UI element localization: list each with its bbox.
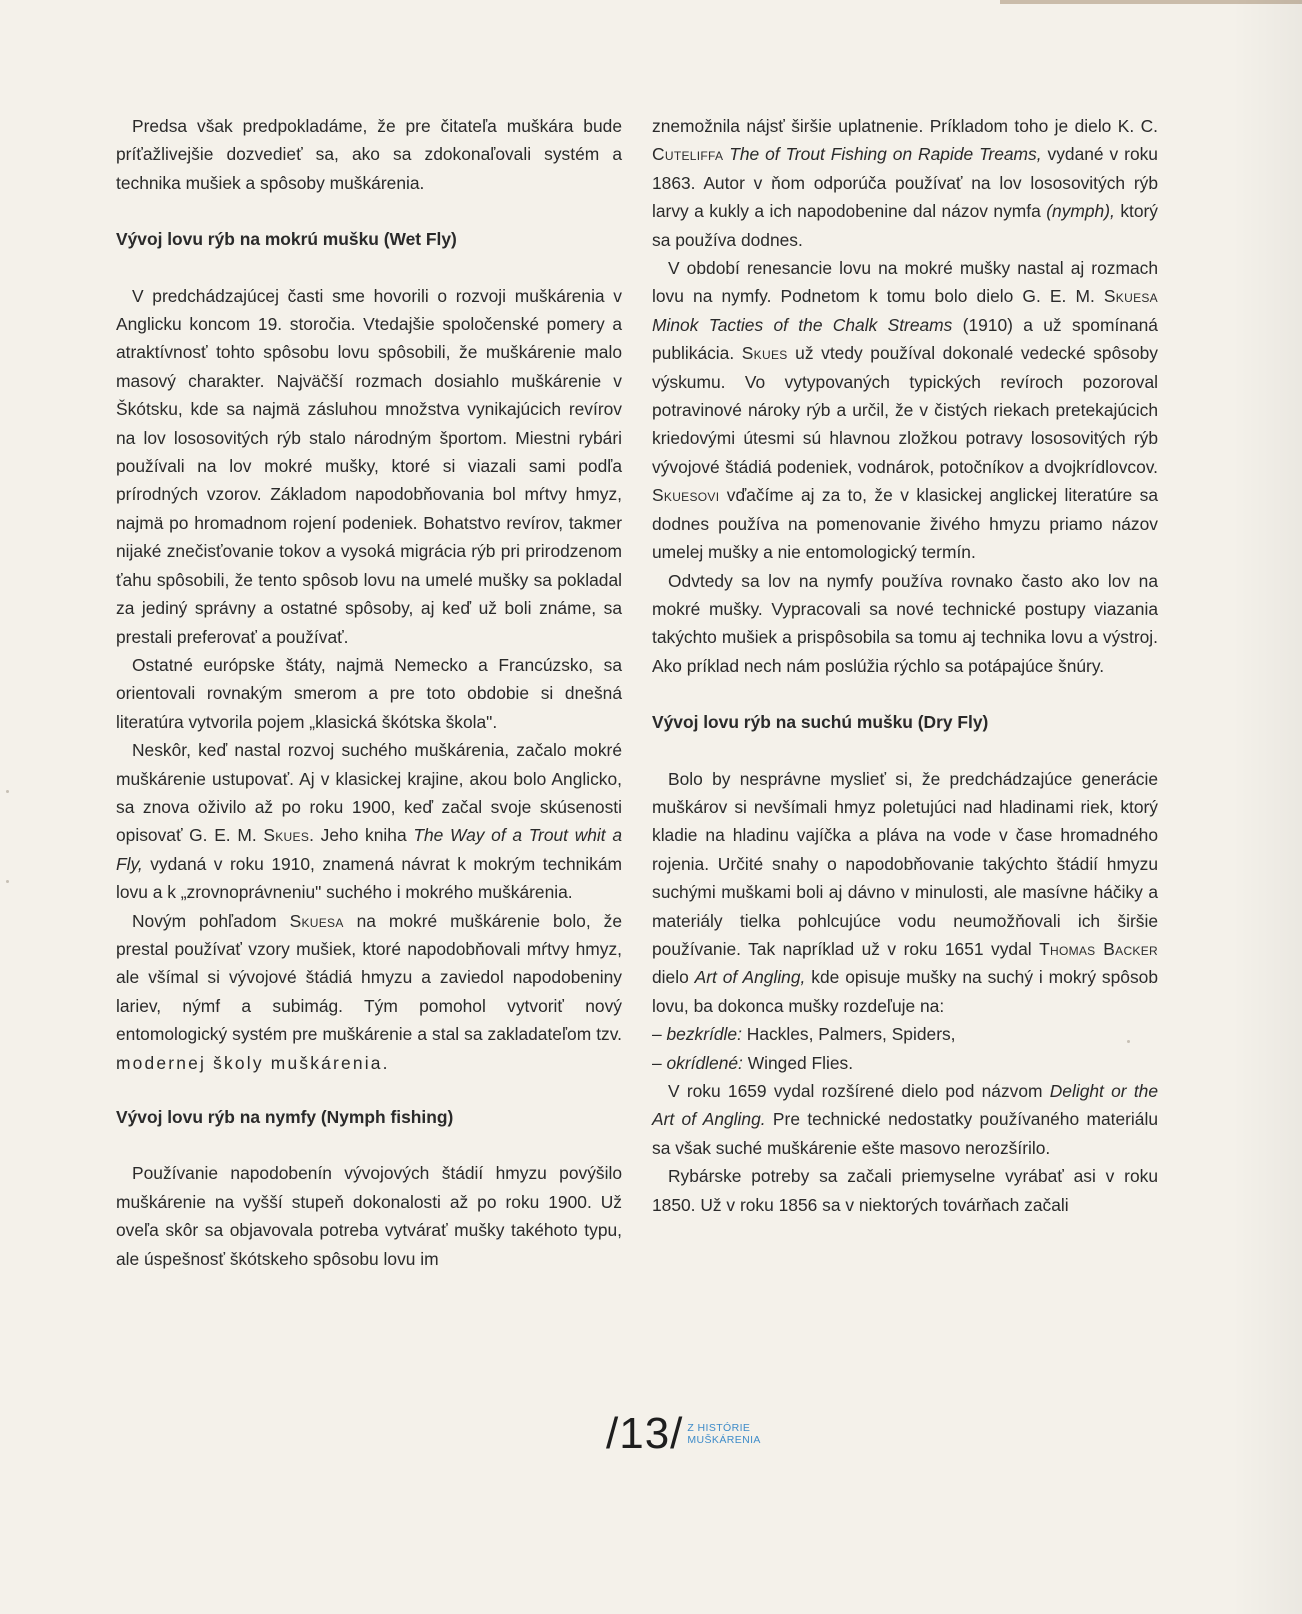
paragraph-dry-fly-3: Rybárske potreby sa začali priemyselne vyrábať asi v roku 1850. Už v roku 1856 sa v niektorých továrňach začali [652,1166,1158,1215]
paragraph-wet-fly-1: V predchádzajúcej časti sme hovorili o rozvoji muškárenia v Anglicku koncom 19. storočia. Vtedajšie spoločenské pomery a atraktívnosť tohto spôsobu lovu spôsobili, že muškárenie malo masový charakter. Najväčší rozmach dosiahlo muškárenie v Škótsku, kde sa najmä zásluhou množstva vynikajúcich revírov na lov lososovitých rýb stalo národným športom. Miestni rybári používali na lov mokré mušky, ktoré si viazali sami podľa prírodných vzorov. Základom napodobňovania bol mŕtvy hmyz, najmä po hromadnom rojení podeniek. Bohatstvo revírov, takmer nijaké znečisťovanie tokov a vysoká migrácia rýb pri prirodzenom ťahu spôsobili, že tento spôsob lovu na umelé mušky sa pokladal za jediný správny a ostatné spôsoby, aj keď už boli známe, sa prestali preferovať a používať. [116,285,622,647]
book-title: The of Trout Fishing on Rapide Treams, [729,144,1042,165]
paragraph-wet-fly-2: Ostatné európske štáty, najmä Nemecko a Francúzsko, sa orientovali rovnakým smerom a pre toto obdobie si dnešná literatúra vytvorila pojem „klasická škótska škola". [116,654,622,732]
book-title: Minok Tacties of the Chalk Streams [652,314,953,335]
author-name: Skues [741,343,788,364]
paragraph-nymph-3: Odvtedy sa lov na nymfy používa rovnako často ako lov na mokré mušky. Vypracovali sa nové technické postupy viazania takýchto mušiek a prispôsobila sa tomu aj technika lovu a výstroj. Ako príklad nech nám poslúžia rýchlo sa potápajúce šnúry. [652,570,1158,676]
term-italic: (nymph), [1046,201,1115,222]
book-title: Delight or the Art of Angling. [652,1081,1158,1130]
page-number: /13/ [606,1409,684,1458]
author-name: Skuesovi [652,485,720,506]
book-title: Art of Angling, [694,967,806,988]
paragraph-nymph-2: V období renesancie lovu na mokré mušky nastal aj rozmach lovu na nymfy. Podnetom k tomu bolo dielo G. E. M. Skuesa Minok Tacties of the Chalk Streams (1910) a už spomínaná publikácia. Skues už vtedy používal dokonalé vedecké spôsoby výskumu. Vo vytypovaných typických revíroch pozoroval potravinové nároky rýb a určil, že v čistých riekach pretekajúcich kriedovými útesmi sú hlavnou zložkou potravy lososovitých rýb vývojové štádiá podeniek, vodnárok, potočníkov a dvojkrídlovcov. Skuesovi vďačíme aj za to, že v klasickej anglickej literatúre sa dodnes používa na pomenovanie živého hmyzu priamo názov umelej mušky a nie entomologický termín. [652,258,1158,563]
book-title: The Way of a Trout whit a Fly, [116,825,622,874]
heading-dry-fly: Vývoj lovu rýb na suchú mušku (Dry Fly) [652,712,989,733]
page-footer [606,1409,761,1458]
paper-speck [6,790,9,793]
paragraph-wet-fly-3: Neskôr, keď nastal rozvoj suchého muškárenia, začalo mokré muškárenie ustupovať. Aj v klasickej krajine, akou bolo Anglicko, sa znova oživilo až po roku 1900, keď začal svoje skúsenosti opisovať G. E. M. Skues. Jeho kniha The Way of a Trout whit a Fly, vydaná v roku 1910, znamená návrat k mokrým technikám lovu a k „zrovnoprávneniu" suchého i mokrého muškárenia. [116,740,622,903]
list-item: – bezkrídle: Hackles, Palmers, Spiders, [652,1024,956,1045]
paragraph-nymph-continued: znemožnila nájsť širšie uplatnenie. Príkladom toho je dielo K. C. Cuteliffa The of Trout Fishing on Rapide Treams, vydané v roku 1863. Autor v ňom odporúča používať na lov lososovitých rýb larvy a kukly a ich napodobenine dal názov nymfa (nymph), ktorý sa používa dodnes. [652,116,1158,250]
intro-paragraph: Predsa však predpokladáme, že pre čitateľa muškára bude príťažlivejšie dozvedieť sa, ako sa zdokonaľovali systém a technika mušiek a spôsoby muškárenia. [116,116,622,193]
paper-speck [1127,1040,1130,1043]
paragraph-nymph-1: Používanie napodobenín vývojových štádií hmyzu povýšilo muškárenie na vyšší stupeň dokonalosti až po roku 1900. Už oveľa skôr sa objavovala potreba vytvárať mušky takéhoto typu, ale úspešnosť škótskeho spôsobu lovu im [116,1163,622,1269]
right-column [652,112,1158,1219]
paper-speck [6,880,9,883]
author-name: Skues [263,825,310,846]
section-name: Z HISTÓRIE MUŠKÁRENIA [687,1422,761,1446]
author-name: Thomas Backer [1039,938,1158,959]
paragraph-wet-fly-4: Novým pohľadom Skuesa na mokré muškárenie bolo, že prestal používať vzory mušiek, ktoré napodobňovali mŕtvy hmyz, ale všímal si vývojové štádiá hmyzu a zaviedol napodobeniny lariev, nýmf a subimág. Tým pomohol vytvoriť nový entomologický systém pre muškárenie a stal sa zakladateľom tzv. modernej školy muškárenia. [116,910,622,1073]
author-name: Cuteliffa [652,144,724,165]
heading-wet-fly: Vývoj lovu rýb na mokrú mušku (Wet Fly) [116,229,457,250]
paragraph-dry-fly-1: Bolo by nesprávne myslieť si, že predchádzajúce generácie muškárov si nevšímali hmyz poletujúci nad hladinami riek, ktorý kladie na hladinu vajíčka a pláva na vode v čase hromadného rojenia. Určité snahy o napodobňovanie takýchto štádií hmyzu suchými muškami boli aj dávno v minulosti, ale masívne háčiky a materiály tielka pohlcujúce vodu neumožňovali ich širšie používanie. Tak napríklad už v roku 1651 vydal Thomas Backer dielo Art of Angling, kde opisuje mušky na suchý i mokrý spôsob lovu, ba dokonca mušky rozdeľuje na: [652,768,1158,1016]
list-item: – okrídlené: Winged Flies. [652,1052,854,1073]
page-edge-shadow [1232,0,1302,1614]
author-name: Skuesa [1103,286,1158,307]
paragraph-dry-fly-2: V roku 1659 vydal rozšírené dielo pod názvom Delight or the Art of Angling. Pre technické nedostatky používaného materiálu sa však suché muškárenie ešte masovo nerozšírilo. [652,1081,1159,1158]
emphasized-term: modernej školy muškárenia. [116,1052,390,1073]
author-name: Skuesa [289,910,344,931]
left-column [116,112,622,1273]
heading-nymph-fishing: Vývoj lovu rýb na nymfy (Nymph fishing) [116,1107,454,1127]
